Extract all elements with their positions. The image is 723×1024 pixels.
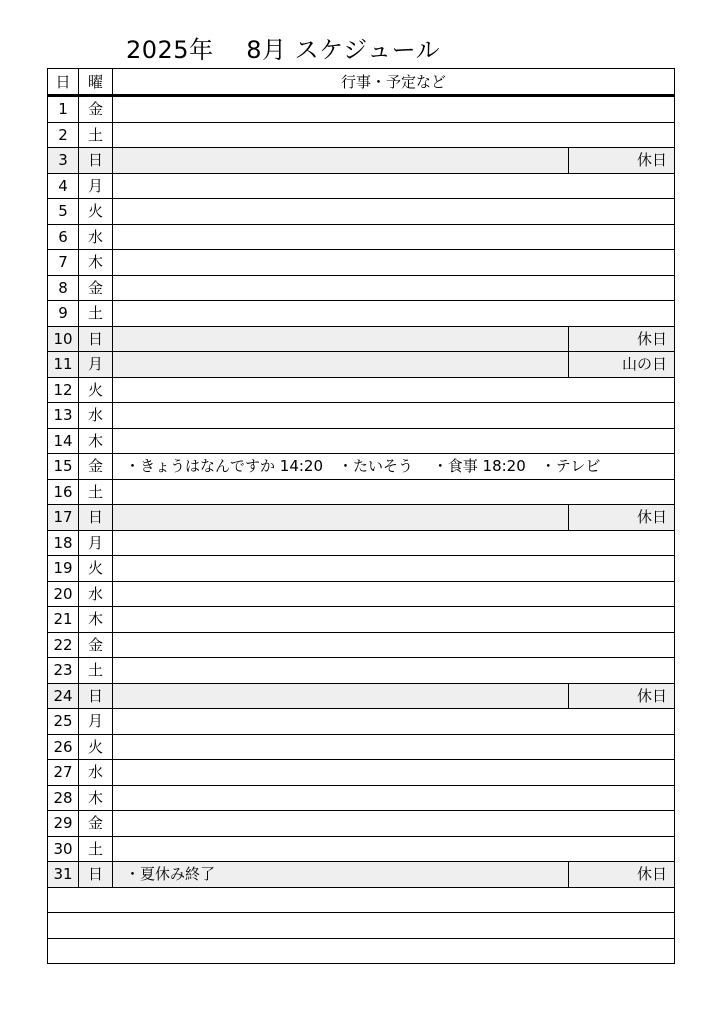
holiday-label: 山の日	[568, 352, 674, 378]
weekday: 木	[79, 250, 113, 276]
weekday: 土	[79, 658, 113, 684]
day-number: 8	[48, 275, 79, 301]
weekday: 木	[79, 785, 113, 811]
weekday: 水	[79, 760, 113, 786]
blank-row	[48, 938, 675, 964]
blank-cell[interactable]	[48, 913, 675, 939]
event-cell[interactable]	[113, 505, 569, 531]
day-row	[48, 96, 675, 123]
event-cell[interactable]	[113, 122, 675, 148]
schedule-rows	[48, 96, 675, 964]
day-row	[48, 224, 675, 250]
event-cell[interactable]	[113, 683, 569, 709]
day-number: 30	[48, 836, 79, 862]
weekday: 火	[79, 556, 113, 582]
weekday: 月	[79, 173, 113, 199]
day-row	[48, 785, 675, 811]
event-cell[interactable]	[113, 556, 675, 582]
day-row	[48, 403, 675, 429]
event-cell[interactable]	[113, 836, 675, 862]
day-number: 26	[48, 734, 79, 760]
event-cell[interactable]	[113, 173, 675, 199]
day-number: 25	[48, 709, 79, 735]
day-row	[48, 326, 675, 352]
weekday: 金	[79, 275, 113, 301]
day-number: 15	[48, 454, 79, 480]
day-row	[48, 454, 675, 480]
weekday: 金	[79, 454, 113, 480]
day-row	[48, 811, 675, 837]
day-number: 23	[48, 658, 79, 684]
weekday: 金	[79, 632, 113, 658]
day-row	[48, 148, 675, 174]
day-number: 12	[48, 377, 79, 403]
weekday: 水	[79, 581, 113, 607]
weekday: 木	[79, 607, 113, 633]
weekday: 金	[79, 96, 113, 123]
day-row	[48, 760, 675, 786]
day-number: 14	[48, 428, 79, 454]
holiday-label: 休日	[568, 326, 674, 352]
day-row	[48, 122, 675, 148]
day-number: 7	[48, 250, 79, 276]
day-row	[48, 377, 675, 403]
day-row	[48, 301, 675, 327]
day-row	[48, 683, 675, 709]
event-cell[interactable]	[113, 785, 675, 811]
event-cell[interactable]	[113, 224, 675, 250]
event-cell[interactable]	[113, 811, 675, 837]
day-number: 2	[48, 122, 79, 148]
weekday: 木	[79, 428, 113, 454]
day-number: 13	[48, 403, 79, 429]
weekday: 土	[79, 122, 113, 148]
weekday: 日	[79, 683, 113, 709]
weekday: 日	[79, 505, 113, 531]
day-number: 27	[48, 760, 79, 786]
event-cell[interactable]	[113, 632, 675, 658]
day-row	[48, 632, 675, 658]
day-row	[48, 862, 675, 888]
day-row	[48, 734, 675, 760]
weekday: 月	[79, 709, 113, 735]
holiday-label: 休日	[568, 683, 674, 709]
day-row	[48, 658, 675, 684]
day-number: 22	[48, 632, 79, 658]
day-row	[48, 505, 675, 531]
day-number: 19	[48, 556, 79, 582]
day-row	[48, 275, 675, 301]
day-number: 4	[48, 173, 79, 199]
header-day: 日	[48, 69, 79, 96]
day-number: 17	[48, 505, 79, 531]
event-cell[interactable]	[113, 734, 675, 760]
day-number: 16	[48, 479, 79, 505]
event-cell[interactable]	[113, 275, 675, 301]
event-cell[interactable]	[113, 530, 675, 556]
blank-row	[48, 887, 675, 913]
event-cell[interactable]	[113, 658, 675, 684]
event-cell[interactable]	[113, 250, 675, 276]
event-cell[interactable]	[113, 709, 675, 735]
day-row	[48, 530, 675, 556]
schedule-table	[47, 68, 675, 964]
day-row	[48, 173, 675, 199]
weekday: 火	[79, 199, 113, 225]
day-number: 31	[48, 862, 79, 888]
day-number: 11	[48, 352, 79, 378]
event-cell[interactable]	[113, 352, 569, 378]
weekday: 日	[79, 148, 113, 174]
weekday: 火	[79, 377, 113, 403]
weekday: 月	[79, 530, 113, 556]
event-cell[interactable]	[113, 301, 675, 327]
header-row	[48, 69, 675, 96]
weekday: 日	[79, 326, 113, 352]
day-row	[48, 199, 675, 225]
event-cell[interactable]	[113, 428, 675, 454]
holiday-label: 休日	[568, 505, 674, 531]
day-row	[48, 250, 675, 276]
day-number: 20	[48, 581, 79, 607]
weekday: 月	[79, 352, 113, 378]
day-number: 21	[48, 607, 79, 633]
day-row	[48, 581, 675, 607]
weekday: 土	[79, 836, 113, 862]
day-number: 24	[48, 683, 79, 709]
day-row	[48, 428, 675, 454]
day-number: 3	[48, 148, 79, 174]
day-number: 1	[48, 96, 79, 123]
event-cell[interactable]	[113, 96, 675, 123]
day-row	[48, 836, 675, 862]
day-number: 28	[48, 785, 79, 811]
weekday: 金	[79, 811, 113, 837]
event-cell[interactable]	[113, 479, 675, 505]
weekday: 水	[79, 224, 113, 250]
weekday: 土	[79, 301, 113, 327]
header-events: 行事・予定など	[113, 69, 675, 96]
day-number: 10	[48, 326, 79, 352]
event-cell[interactable]	[113, 760, 675, 786]
day-row	[48, 352, 675, 378]
weekday: 日	[79, 862, 113, 888]
day-number: 5	[48, 199, 79, 225]
blank-cell[interactable]	[48, 887, 675, 913]
weekday: 火	[79, 734, 113, 760]
blank-cell[interactable]	[48, 938, 675, 964]
event-cell[interactable]: ・夏休み終了	[113, 862, 569, 888]
header-weekday: 曜	[79, 69, 113, 96]
day-row	[48, 709, 675, 735]
event-cell[interactable]	[113, 377, 675, 403]
event-cell[interactable]	[113, 607, 675, 633]
weekday: 土	[79, 479, 113, 505]
day-number: 9	[48, 301, 79, 327]
day-row	[48, 556, 675, 582]
day-number: 6	[48, 224, 79, 250]
event-cell[interactable]	[113, 199, 675, 225]
holiday-label: 休日	[568, 148, 674, 174]
page-title: 2025年 8月 スケジュール	[126, 36, 441, 64]
day-number: 18	[48, 530, 79, 556]
event-cell[interactable]: ・きょうはなんですか 14:20 ・たいそう ・食事 18:20 ・テレビ	[113, 454, 675, 480]
blank-row	[48, 913, 675, 939]
day-row	[48, 479, 675, 505]
event-cell[interactable]	[113, 326, 569, 352]
event-cell[interactable]	[113, 581, 675, 607]
weekday: 水	[79, 403, 113, 429]
event-cell[interactable]	[113, 148, 569, 174]
day-number: 29	[48, 811, 79, 837]
day-row	[48, 607, 675, 633]
holiday-label: 休日	[568, 862, 674, 888]
event-cell[interactable]	[113, 403, 675, 429]
